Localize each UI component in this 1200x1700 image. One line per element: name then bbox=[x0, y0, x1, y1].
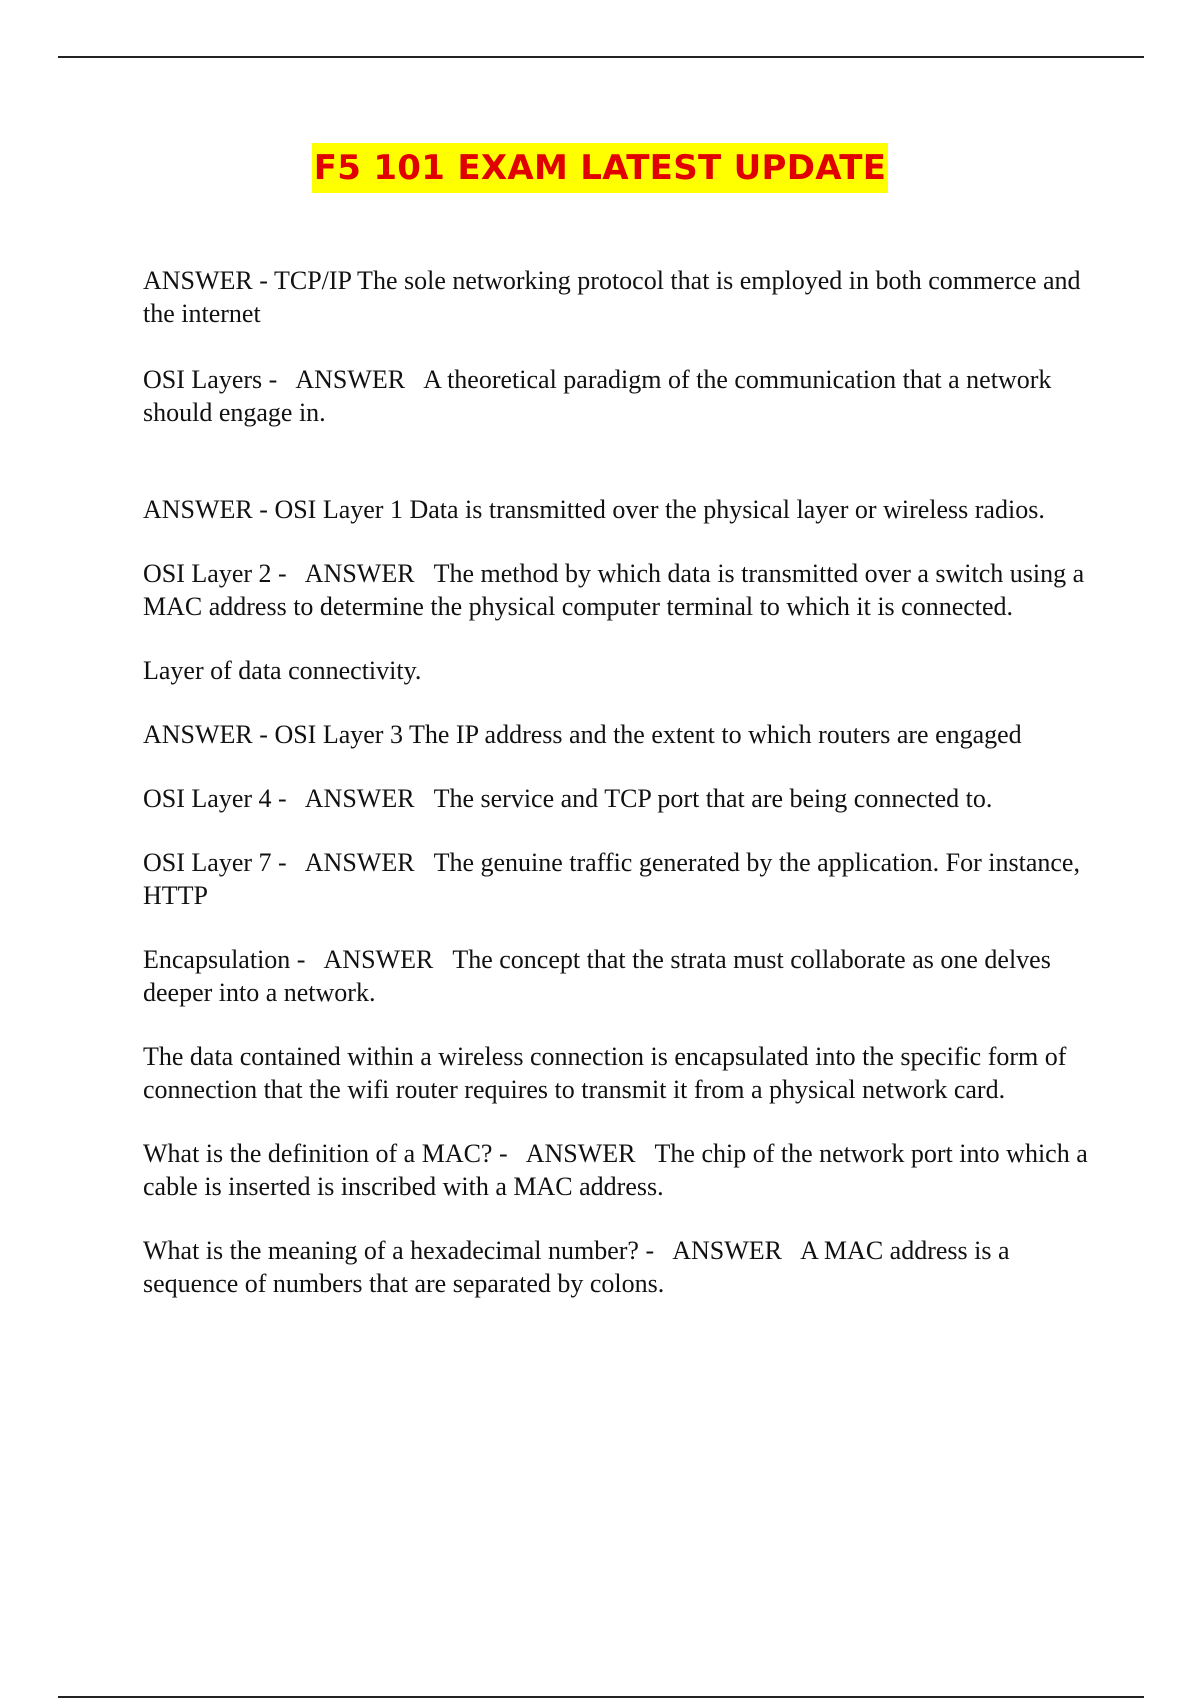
entry-text: The service and TCP port that are being connected to. bbox=[433, 784, 993, 813]
qa-entry bbox=[143, 1137, 1093, 1203]
qa-entry bbox=[143, 557, 1093, 623]
entry-text: A theoretical paradigm of the communication that a network should engage in. bbox=[143, 365, 1052, 427]
entry-text: A MAC address is a sequence of numbers that are separated by colons. bbox=[143, 1236, 1010, 1298]
qa-entry bbox=[143, 782, 1093, 815]
answer-tag: ANSWER - bbox=[143, 720, 275, 749]
answer-tag: ANSWER bbox=[295, 365, 406, 394]
entry-term: OSI Layers - bbox=[143, 365, 284, 394]
qa-entry bbox=[143, 363, 1093, 429]
entry-term: OSI Layer 7 - bbox=[143, 848, 294, 877]
answer-tag: ANSWER bbox=[525, 1139, 636, 1168]
title-container bbox=[0, 143, 1200, 193]
qa-entry bbox=[143, 943, 1093, 1009]
answer-tag: ANSWER bbox=[304, 559, 415, 588]
entry-term: OSI Layer 4 - bbox=[143, 784, 294, 813]
entry-text: The concept that the strata must collaborate as one delves deeper into a network. bbox=[143, 945, 1051, 1007]
entry-text: The genuine traffic generated by the application. For instance, HTTP bbox=[143, 848, 1080, 910]
answer-tag: ANSWER bbox=[304, 848, 415, 877]
answer-tag: ANSWER bbox=[323, 945, 434, 974]
qa-entry bbox=[143, 264, 1093, 330]
answer-tag: ANSWER - bbox=[143, 266, 274, 295]
qa-entry bbox=[143, 846, 1093, 912]
document-title: F5 101 EXAM LATEST UPDATE bbox=[312, 143, 889, 193]
qa-entry bbox=[143, 1040, 1093, 1106]
qa-list bbox=[143, 264, 1093, 1300]
entry-text: OSI Layer 3 The IP address and the extent to which routers are engaged bbox=[274, 720, 1022, 749]
answer-tag: ANSWER bbox=[672, 1236, 782, 1265]
qa-entry bbox=[143, 718, 1093, 751]
entry-text: OSI Layer 1 Data is transmitted over the physical layer or wireless radios. bbox=[274, 495, 1045, 524]
qa-entry bbox=[143, 493, 1093, 526]
answer-tag: ANSWER bbox=[304, 784, 415, 813]
entry-term: Encapsulation - bbox=[143, 945, 312, 974]
entry-text: The chip of the network port into which a cable is inserted is inscribed with a MAC address. bbox=[143, 1139, 1088, 1201]
entry-text: The method by which data is transmitted over a switch using a MAC address to determine the physical computer terminal to which it is connected. bbox=[143, 559, 1085, 621]
entry-term: What is the definition of a MAC? - bbox=[143, 1139, 515, 1168]
qa-entry bbox=[143, 1234, 1093, 1300]
entry-text: The data contained within a wireless connection is encapsulated into the specific form of connection that the wifi router requires to transmit it from a physical network card. bbox=[143, 1042, 1067, 1104]
entry-term: OSI Layer 2 - bbox=[143, 559, 294, 588]
answer-tag: ANSWER - bbox=[143, 495, 275, 524]
top-rule bbox=[58, 56, 1144, 58]
entry-text: TCP/IP The sole networking protocol that is employed in both commerce and the internet bbox=[143, 266, 1081, 328]
qa-entry bbox=[143, 654, 1093, 687]
bottom-rule bbox=[58, 1696, 1144, 1698]
entry-term: What is the meaning of a hexadecimal number? - bbox=[143, 1236, 661, 1265]
entry-text: Layer of data connectivity. bbox=[143, 656, 422, 685]
